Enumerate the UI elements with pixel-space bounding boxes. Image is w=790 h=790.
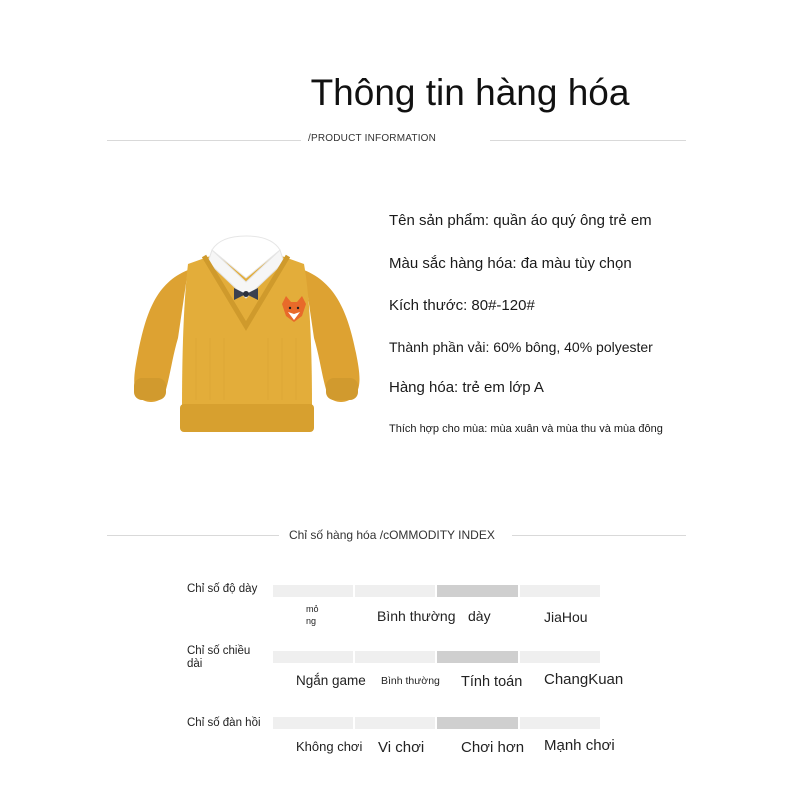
index-option: Không chơi (296, 739, 363, 754)
index-option: Ngắn game (296, 673, 366, 688)
index-option: ChangKuan (544, 671, 624, 688)
index-bar-active (437, 717, 518, 729)
index-option: Tính toán (461, 674, 523, 690)
index-bar (520, 585, 600, 597)
index-option: dày (468, 608, 491, 624)
index-row-label: Chỉ số chiều dài (187, 645, 251, 670)
index-bar (520, 717, 600, 729)
index-bar (355, 717, 435, 729)
index-option: JiaHou (544, 609, 588, 625)
index-option: Mạnh chơi (544, 737, 615, 754)
info-fabric: Thành phần vải: 60% bông, 40% polyester (389, 339, 653, 355)
index-bar-active (437, 585, 518, 597)
divider-left (107, 140, 301, 141)
info-size: Kích thước: 80#-120# (389, 297, 535, 314)
index-subtitle: Chỉ số hàng hóa /cOMMODITY INDEX (289, 528, 495, 542)
index-bar-active (437, 651, 518, 663)
divider-right (490, 140, 686, 141)
info-color: Màu sắc hàng hóa: đa màu tùy chọn (389, 255, 632, 272)
info-grade: Hàng hóa: trẻ em lớp A (389, 379, 544, 396)
index-bar (273, 717, 353, 729)
index-option: Vi chơi (378, 739, 425, 756)
index-bar (520, 651, 600, 663)
index-bar (273, 651, 353, 663)
info-product-name: Tên sản phẩm: quần áo quý ông trẻ em (389, 212, 652, 229)
index-option: Chơi hơn (461, 739, 525, 756)
index-option: Bình thường (377, 608, 456, 624)
info-season: Thích hợp cho mùa: mùa xuân và mùa thu và mùa đông (389, 423, 663, 435)
index-option: mỏ ng (306, 604, 319, 626)
index-divider-left (107, 535, 279, 536)
index-row-label: Chỉ số độ dày (187, 583, 258, 595)
index-divider-right (512, 535, 686, 536)
product-image (126, 228, 366, 436)
index-option: Bình thường (381, 675, 440, 687)
index-bar (355, 651, 435, 663)
section-subtitle: /PRODUCT INFORMATION (308, 133, 437, 144)
sweater-icon (126, 228, 366, 436)
page-title: Thông tin hàng hóa (310, 72, 630, 113)
index-bar (273, 585, 353, 597)
index-row-label: Chỉ số đàn hồi (187, 717, 261, 729)
index-bar (355, 585, 435, 597)
